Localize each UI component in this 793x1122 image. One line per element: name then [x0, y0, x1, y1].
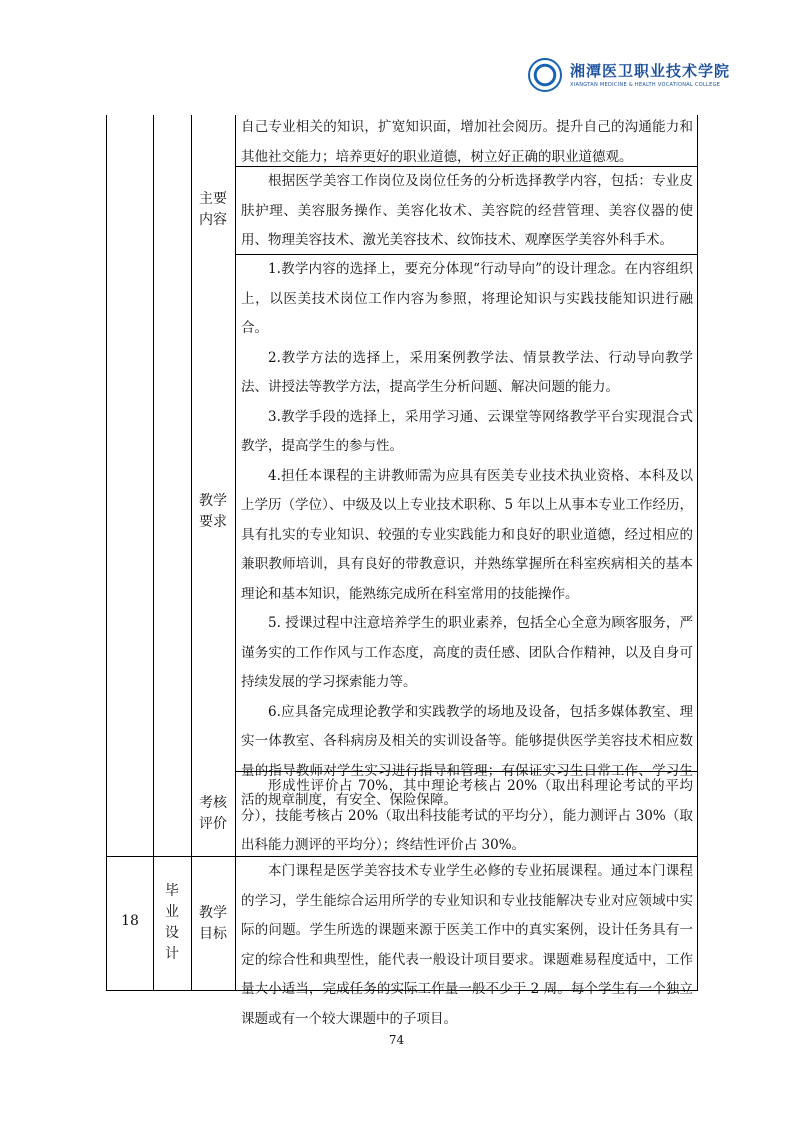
teaching-requirements-text	[241, 255, 693, 816]
teaching-requirements-label: 教学 要求	[199, 493, 227, 530]
school-name-en: XIANGTAN MEDICINE & HEALTH VOCATIONAL COLLEGE	[570, 81, 721, 88]
col-divider-3	[235, 115, 236, 991]
school-logo	[528, 56, 734, 94]
course-name: 毕业设计	[165, 883, 179, 962]
main-content-label: 主要 内容	[199, 191, 227, 228]
assessment-text: 形成性评价占 70%，其中理论考核占 20%（取出科理论考试的平均分），技能考核占 20%（取出科技能考试的平均分），能力测评占 30%（取出科能力测评的平均分）；终结性评价占 30%。	[241, 778, 693, 853]
requirement-paragraph: 2.教学方法的选择上，采用案例教学法、情景教学法、行动导向教学法、讲授法等教学方法，提高学生分析问题、解决问题的能力。	[241, 349, 693, 395]
teaching-goal-label: 教学 目标	[199, 905, 227, 942]
row-number: 18	[121, 913, 139, 929]
school-name-block	[570, 63, 730, 88]
requirement-paragraph: 4.担任本课程的主讲教师需为应具有医美专业技术执业资格、本科及以上学历（学位）、中级及以上专业技术职称、5 年以上从事本专业工作经历，具有扎实的专业知识、较强的专业实践能力和良好的职业道德，经过相应的兼职教师培训，具有良好的带教意识，并熟练掌握所在科室疾病相关的基本理论和基本知识，能熟练完成所在科室常用的技能操作。	[241, 467, 693, 602]
top-row-text: 自己专业相关的知识，扩宽知识面，增加社会阅历。提升自己的沟通能力和其他社交能力；培养更好的职业道德，树立好正确的职业道德观。	[241, 119, 693, 165]
course-table	[106, 115, 698, 1027]
school-name-cn: 湘潭医卫职业技术学院	[570, 61, 731, 80]
page-number: 74	[388, 1033, 405, 1047]
main-content-text: 根据医学美容工作岗位及岗位任务的分析选择教学内容，包括：专业皮肤护理、美容服务操作、美容化妆术、美容院的经营管理、美容仪器的使用、物理美容技术、激光美容技术、纹饰技术、观摩医学美容外科手术。	[241, 173, 693, 248]
teaching-goal-text: 本门课程是医学美容技术专业学生必修的专业拓展课程。通过本门课程的学习，学生能综合运用所学的专业知识和专业技能解决专业对应领域中实际的问题。学生所选的课题来源于医美工作中的真实案例，设计任务具有一定的综合性和典型性，能代表一般设计项目要求。课题难易程度适中，工作量大小适当，完成任务的实际工作量一般不少于 2 周。每个学生有一个独立课题或有一个较大课题中的子项目。	[241, 863, 693, 1027]
requirement-paragraph: 3.教学手段的选择上，采用学习通、云课堂等网络教学平台实现混合式教学，提高学生的参与性。	[241, 408, 693, 454]
col-divider-1	[153, 115, 154, 991]
requirement-paragraph: 6.应具备完成理论教学和实践教学的场地及设备，包括多媒体教室、理实一体教室、各科病房及相关的实训设备等。能够提供医学美容技术相应数量的指导教师对学生实习进行指导和管理；有保证实习生日常工作、学习生活的规章制度，有安全、保险保障。	[241, 703, 693, 808]
school-seal-icon	[528, 58, 562, 92]
requirement-paragraph: 1.教学内容的选择上，要充分体现“行动导向”的设计理念。在内容组织上，以医美技术岗位工作内容为参照，将理论知识与实践技能知识进行融合。	[241, 261, 693, 336]
requirement-paragraph: 5. 授课过程中注意培养学生的职业素养，包括全心全意为顾客服务，严谨务实的工作作风与工作态度，高度的责任感、团队合作精神，以及自身可持续发展的学习探索能力等。	[241, 615, 693, 690]
assessment-label: 考核 评价	[199, 795, 227, 832]
col-divider-2	[191, 115, 192, 991]
